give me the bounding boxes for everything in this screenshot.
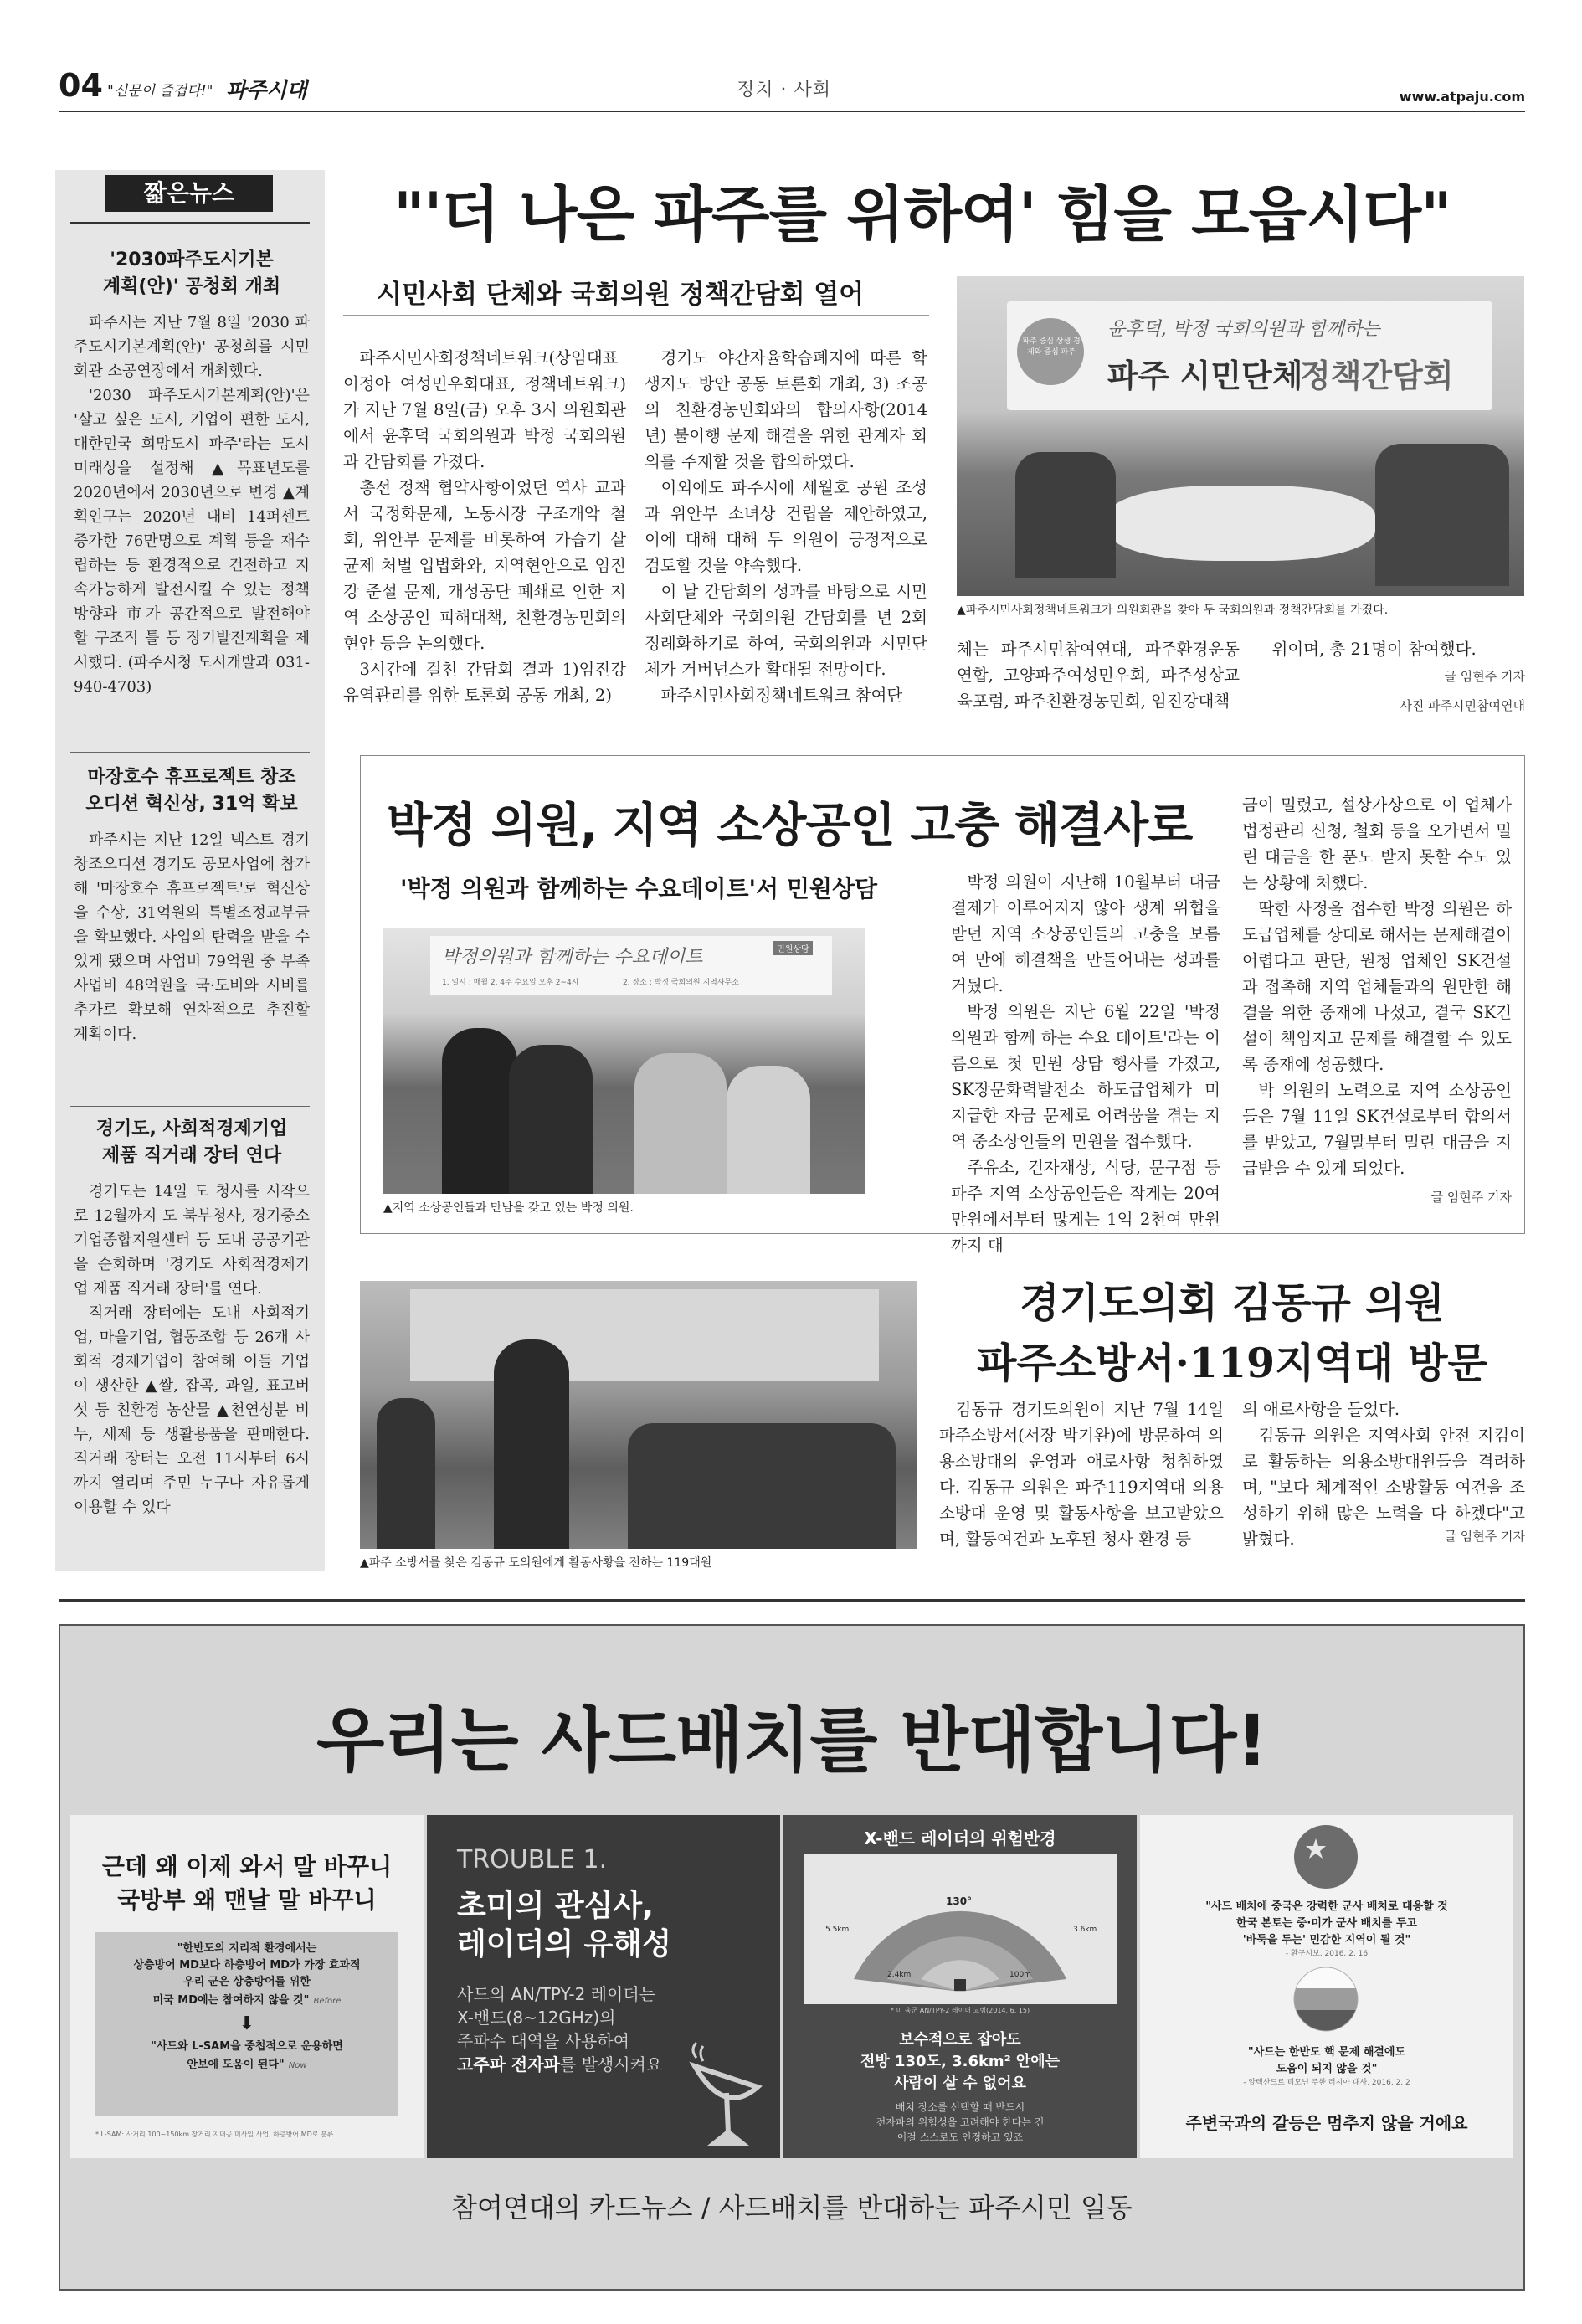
- sidebar-item: [74, 764, 310, 1046]
- header-slogan: "신문이 즐겁다!": [107, 83, 213, 100]
- article-paragraph: 박정 의원이 지난해 10월부터 대금결제가 이루어지지 않아 생계 위협을 받던 지역 소상공인들의 고충을 보름여 만에 해결책을 만들어내는 성과를 거뒀다.: [951, 872, 1220, 995]
- photo-banner: [1007, 301, 1492, 410]
- card1-quote-box: [95, 1932, 398, 2116]
- card1-title: 국방부 왜 맨날 말 바꾸니: [117, 1886, 377, 1914]
- paper-name: 파주시대: [226, 78, 307, 102]
- diagram-range-label: 3.6km: [1073, 1926, 1097, 1934]
- article1-photo-caption: ▲파주시민사회정책네트워크가 의원회관을 찾아 두 국회의원과 정책간담회를 가졌다.: [957, 604, 1389, 617]
- card2-body: 를 발생시켜요: [559, 2054, 663, 2075]
- article-paragraph: 딱한 사정을 접수한 박정 의원은 하도급업체를 상대로 해서는 문제해결이 어렵다고 판단, 원청 업체인 SK건설과 접촉해 지역 업체들과의 원만한 해결을 위한 중재에 나섰고, 결국 SK건설이 책임지고 문제를 해결할 수 있도록 중재에 성공했다.: [1242, 899, 1512, 1074]
- sidebar-paragraph: '2030 파주도시기본계획(안)'은 '살고 싶은 도시, 기업이 편한 도시, 대한민국 희망도시 파주'라는 도시미래상을 설정해 ▲목표년도를 2020년에서 2030년으로 변경 ▲계획인구는 2020년 대비 14퍼센트 증가한 76만명으로 계획 등을 재수립하는 등 환경적으로 건전하고 지속가능하게 발전시킬 수 있는 정책방향과 市가 공간적으로 발전해야 할 구조적 틀 등 장기발전계획을 제시했다. (파주시청 도시개발과 031-940-4703): [74, 387, 310, 696]
- card3-title: X-밴드 레이더의 위험반경: [864, 1828, 1056, 1848]
- sidebar-paragraph: 파주시는 지난 7월 8일 '2030 파주도시기본계획(안)' 공청회를 시민회관 소공연장에서 개최했다.: [74, 314, 310, 380]
- article-paragraph: 이외에도 파주시에 세월호 공원 조성과 위안부 소녀상 건립을 제안하였고, 이에 대해 대해 두 의원이 긍정적으로 검토할 것을 약속했다.: [645, 478, 927, 575]
- article2-subhead: '박정 의원과 함께하는 수요데이트'서 민원상담: [400, 875, 878, 902]
- card3-source: * 미 육군 AN/TPY-2 레이더 교범(2014. 6. 15): [890, 2007, 1030, 2014]
- article3-col1: [939, 1396, 1224, 1552]
- sidebar-rule: [70, 222, 310, 224]
- article3-byline: 글 임현주 기자: [1444, 1529, 1525, 1544]
- article-paragraph: 체는 파주시민참여연대, 파주환경운동연합, 고양파주여성민우회, 파주성상교육포럼, 파주친환경농민회, 임진강대책: [957, 640, 1240, 711]
- article-paragraph: 주유소, 건자재상, 식당, 문구점 등 파주 지역 소상공인들은 작게는 20여 만원에서부터 많게는 1억 2천여 만원까지 대: [951, 1158, 1220, 1255]
- page-number: 04: [59, 67, 103, 104]
- article-paragraph: 총선 정책 협약사항이었던 역사 교과서 국정화문제, 노동시장 구조개악 철회, 위안부 문제를 비롯하여 가습기 살균제 처벌 입법화와, 지역현안으로 임진강 준설 문제, 개성공단 폐쇄로 인한 지역 소상공인 피해대책, 친환경농민회의 현안 등을 논의했다.: [343, 478, 626, 653]
- sidebar-divider: [70, 752, 310, 753]
- article2-col2: [1242, 792, 1512, 1206]
- card2-body: 사드의 AN/TPY-2 레이더는: [457, 1984, 655, 2004]
- radar-range-diagram: [804, 1854, 1117, 2004]
- article3-photo: [360, 1281, 917, 1549]
- article1-col3: [957, 636, 1240, 714]
- article2-headline: 박정 의원, 지역 소상공인 고충 해결사로: [387, 799, 1193, 853]
- card4-quote: 한국 본토는 중·미가 군사 배치를 두고: [1236, 1917, 1417, 1930]
- sidebar-item: [74, 247, 310, 699]
- ad-card-4: [1140, 1815, 1513, 2158]
- ad-footer: 참여연대의 카드뉴스 / 사드배치를 반대하는 파주시민 일동: [451, 2192, 1133, 2224]
- china-flag-icon: [1292, 1823, 1359, 1890]
- banner-tag: 민원상담: [773, 941, 813, 955]
- article3-col2: [1242, 1396, 1525, 1549]
- card2-title: 레이더의 유해성: [457, 1927, 671, 1962]
- sidebar-divider: [70, 1106, 310, 1107]
- card4-quote: '바둑을 두는' 민감한 지역이 될 것": [1242, 1934, 1411, 1946]
- article1-col1: [343, 345, 626, 708]
- article3-photo-caption: ▲파주 소방서를 찾은 김동규 도의원에게 활동사황을 전하는 119대원: [360, 1556, 712, 1570]
- article2-col1: [951, 869, 1220, 1258]
- card1-title: 근데 왜 이제 와서 말 바꾸니: [101, 1853, 393, 1880]
- sidebar-headline: 마장호수 휴프로젝트 창조: [87, 767, 296, 788]
- article-paragraph: 금이 밀렸고, 설상가상으로 이 업체가 법정관리 신청, 철회 등을 오가면서 밀린 대금을 한 푼도 받지 못할 수도 있는 상황에 처했다.: [1242, 795, 1512, 892]
- article3-headline: 경기도의회 김동규 의원: [1020, 1278, 1445, 1327]
- sidebar-title: 짧은뉴스: [105, 175, 273, 212]
- article-paragraph: 김동규 의원은 지역사회 안전 지킴이로 활동하는 의용소방대원들을 격려하며, "보다 체계적인 소방활동 여건을 조성하기 위해 많은 노력을 다 하겠다"고 밝혔다.: [1242, 1426, 1525, 1549]
- card1-quote-line: "한반도의 지리적 환경에서는: [177, 1942, 317, 1955]
- diagram-range-label: 2.4km: [887, 1971, 912, 1979]
- short-news-sidebar: [55, 170, 325, 1571]
- article2-photo-caption: ▲지역 소상공인들과 만남을 갖고 있는 박정 의원.: [383, 1201, 634, 1215]
- article1-col4: [1256, 636, 1525, 714]
- article-paragraph: 의 애로사항을 들었다.: [1242, 1400, 1400, 1419]
- firefighter: [494, 1339, 569, 1549]
- window-panel: [410, 1289, 879, 1381]
- article1-photo-credit: 사진 파주시민참여연대: [1400, 698, 1525, 713]
- card1-quote-line: 우리 군은 상층방어를 위한: [183, 1976, 311, 1988]
- sidebar-paragraph: 경기도는 14일 도 청사를 시작으로 12월까지 도 북부청사, 경기중소기업종합지원센터 등 도내 공공기관을 순회하며 '경기도 사회적경제기업 제품 직거래 장터'를 연다.: [74, 1183, 310, 1298]
- article-paragraph: 경기도 야간자율학습폐지에 따른 학생지도 방안 공동 토론회 개최, 3) 조공의 친환경농민회와의 합의사항(2014년) 불이행 문제 해결을 위한 관계자 회의를 주재할 것을 합의하였다.: [645, 348, 927, 471]
- down-arrow-icon: ⬇: [239, 2013, 255, 2034]
- card1-quote-source: Before: [313, 1997, 342, 2006]
- article-paragraph: 3시간에 걸친 간담회 결과 1)임진강 유역관리를 위한 토론회 공동 개최, 2): [343, 660, 626, 705]
- card3-text: 전방 130도, 3.6km² 안에는: [860, 2053, 1061, 2070]
- article-paragraph: 위이며, 총 21명이 참여했다.: [1271, 640, 1477, 659]
- photo-banner: [430, 936, 832, 995]
- card2-body-bold: 고주파 전자파: [457, 2054, 560, 2075]
- card1-footnote: * L-SAM: 사거리 100~150km 장거리 지대공 미사일 사업, 하층방어 MD로 분류: [95, 2131, 334, 2138]
- header-rule: [59, 111, 1525, 112]
- section-title: 정치 · 사회: [737, 80, 831, 100]
- banner-text: 박정의원과 함께하는 수요데이트: [442, 947, 703, 968]
- people-right: [1375, 444, 1509, 586]
- article-paragraph: 박정 의원은 지난 6월 22일 '박정 의원과 함께 하는 수요 데이트'라는 이름으로 첫 민원 상담 행사를 가졌고, SK장문화력발전소 하도급업체가 미지급한 자금 문제로 어려움을 겪는 지역 중소상인들의 민원을 접수했다.: [951, 1002, 1220, 1151]
- people-left: [1015, 452, 1116, 578]
- person-4: [727, 1066, 810, 1194]
- russia-flag-icon: [1292, 1966, 1359, 2033]
- card2-title: 초미의 관심사,: [457, 1889, 654, 1923]
- article1-headline: "'더 나은 파주를 위하여' 힘을 모읍시다": [393, 178, 1451, 249]
- person-3: [634, 1053, 727, 1194]
- sidebar-paragraph: 파주시는 지난 12일 넥스트 경기 창조오디션 경기도 공모사업에 참가해 '마장호수 휴프로젝트'로 혁신상을 수상, 31억원의 특별조정교부금을 확보했다. 사업의 탄력을 받을 수 있게 됐으며 사업비 79억원 중 부족사업비 48억원을 국·도비와 시비를 추가로 확보해 연차적으로 추진할 계획이다.: [74, 831, 310, 1043]
- ad-headline: 우리는 사드배치를 반대합니다!: [316, 1699, 1267, 1782]
- card4-source: - 알렉산드르 티모닌 주한 러시아 대사, 2016. 2. 2: [1243, 2079, 1410, 2087]
- article1-byline: 글 임현주 기자: [1444, 669, 1525, 684]
- banner-big-text: 정책간담회: [1300, 357, 1454, 394]
- subhead-rule: [343, 315, 929, 316]
- card3-diagram-panel: [804, 1854, 1117, 2004]
- card4-source: - 환구시보, 2016. 2. 16: [1285, 1950, 1369, 1958]
- sidebar-headline: 계획(안)' 공청회 개최: [102, 276, 281, 297]
- diagram-angle-label: 130°: [946, 1895, 973, 1907]
- card3-text: 사람이 살 수 없어요: [894, 2075, 1026, 2092]
- article1-col2: [645, 345, 927, 708]
- article-paragraph: 이 날 간담회의 성과를 바탕으로 시민사회단체와 국회의원 간담회를 년 2회 정례화하기로 하여, 국회의원과 시민단체가 거버넌스가 확대될 전망이다.: [645, 582, 927, 679]
- card4-quote: "사드 배치에 중국은 강력한 군사 배치로 대응할 것: [1205, 1900, 1448, 1913]
- card1-quote-line: 미국 MD에는 참여하지 않을 것": [152, 1994, 310, 2007]
- standing-person: [377, 1398, 435, 1549]
- article-paragraph: 박 의원의 노력으로 지역 소상공인들은 7월 11일 SK건설로부터 합의서를 받았고, 7월말부터 밀린 대금을 지급받을 수 있게 되었다.: [1242, 1081, 1512, 1178]
- card1-quote-line: 안보에 도움이 된다": [187, 2059, 285, 2071]
- card4-quote: 도움이 되지 않을 것": [1276, 2063, 1378, 2075]
- person-1: [442, 1028, 517, 1194]
- card2-body: 주파수 대역을 사용하여: [457, 2031, 629, 2051]
- card3-text: 이걸 스스로도 인정하고 있죠: [896, 2131, 1024, 2143]
- banner-info: 1. 일시 : 매월 2, 4주 수요일 오후 2~4시: [442, 979, 579, 987]
- diagram-range-label: 5.5km: [825, 1926, 850, 1934]
- banner-logo-text: 파주 중심 상생 경제와 중심 파주: [1022, 337, 1081, 357]
- ad-card-3: [783, 1815, 1137, 2158]
- article2-photo: [383, 928, 865, 1194]
- article2-byline: 글 임현주 기자: [1430, 1190, 1512, 1205]
- meeting-table: [1107, 486, 1375, 561]
- diagram-range-label: 100m: [1009, 1971, 1031, 1979]
- card2-kicker: TROUBLE 1.: [457, 1845, 608, 1874]
- article-paragraph: 파주시민사회정책네트워크(상임대표 이정아 여성민우회대표, 정책네트워크)가 지난 7월 8일(금) 오후 3시 의원회관에서 윤후덕 국회의원과 박정 국회의원과 간담회를 가졌다.: [343, 348, 626, 471]
- banner-small-text: 윤후덕, 박정 국회의원과 함께하는: [1107, 319, 1380, 340]
- card4-quote: "사드는 한반도 핵 문제 해결에도: [1247, 2046, 1406, 2059]
- ad-card-1: [70, 1815, 424, 2158]
- card3-text: 보수적으로 잡아도: [899, 2031, 1021, 2049]
- seated-group: [628, 1423, 896, 1549]
- person-2: [509, 1045, 593, 1194]
- ad-card-2: [427, 1815, 780, 2158]
- banner-big-text: 파주 시민단체: [1107, 357, 1303, 394]
- card1-quote-source: Now: [288, 2061, 307, 2070]
- card4-bottom: 주변국과의 갈등은 멈추지 않을 거에요: [1185, 2113, 1468, 2133]
- page-header: [59, 67, 1525, 111]
- article-paragraph: 파주시민사회정책네트워크 참여단: [660, 686, 903, 705]
- article1-subhead: 시민사회 단체와 국회의원 정책간담회 열어: [377, 280, 865, 310]
- sidebar-headline: 경기도, 사회적경제기업: [95, 1118, 288, 1139]
- page-divider: [59, 1599, 1525, 1602]
- header-url[interactable]: www.atpaju.com: [1399, 89, 1525, 105]
- article1-photo: [957, 276, 1524, 596]
- card1-quote-line: "사드와 L-SAM을 중첩적으로 운용하면: [151, 2040, 343, 2053]
- sidebar-paragraph: 직거래 장터에는 도내 사회적기업, 마을기업, 협동조합 등 26개 사회적 경제기업이 참여해 이들 기업이 생산한 ▲쌀, 잡곡, 과일, 표고버섯 등 친환경 농산물 ▲천연성분 비누, 세제 등 생활용품을 판매한다. 직거래 장터는 오전 11시부터 6시까지 열리며 주민 누구나 자유롭게 이용할 수 있다: [74, 1304, 310, 1516]
- sidebar-headline: 제품 직거래 장터 연다: [101, 1145, 282, 1166]
- sidebar-headline: 오디션 혁신상, 31억 확보: [85, 794, 298, 815]
- card3-text: 배치 장소를 선택할 때 반드시: [895, 2101, 1025, 2113]
- card1-quote-line: 상층방어 MD보다 하층방어 MD가 가장 효과적: [133, 1959, 361, 1972]
- radar-dish-icon: [678, 2041, 770, 2150]
- sidebar-headline: '2030파주도시기본: [110, 249, 274, 270]
- article-paragraph: 김동규 경기도의원이 지난 7월 14일 파주소방서(서장 박기완)에 방문하여 의용소방대의 운영과 애로사항 청취하였다. 김동규 의원은 파주119지역대 의용소방대 운영 및 활동사항을 보고받았으며, 활동여건과 노후된 청사 환경 등: [939, 1400, 1224, 1549]
- sidebar-item: [74, 1116, 310, 1519]
- card2-body: X-밴드(8~12GHz)의: [457, 2008, 616, 2028]
- banner-info: 2. 장소 : 박정 국회의원 지역사무소: [623, 979, 739, 987]
- card3-text: 전자파의 위험성을 고려해야 한다는 건: [876, 2116, 1045, 2128]
- article3-headline: 파주소방서·119지역대 방문: [977, 1339, 1487, 1387]
